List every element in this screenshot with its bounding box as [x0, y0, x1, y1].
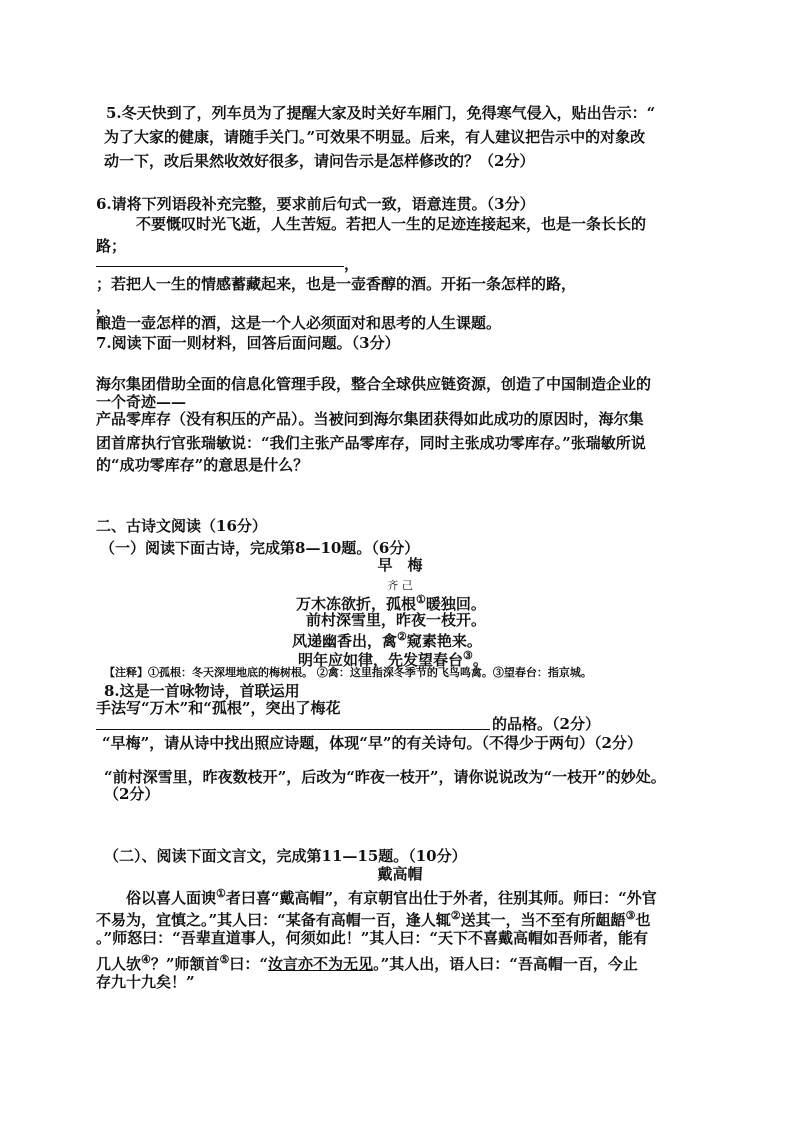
q7-line-5: 团首席执行官张瑞敏说：“我们主张产品零库存，同时主张成功零库存。”张瑞敏所说	[96, 434, 646, 452]
poem-line-3: 风递幽香出，禽②窥素艳来。	[292, 630, 482, 650]
part-2-instruction: （二）、阅读下面文言文，完成第11—15题。（10分）	[104, 847, 467, 865]
passage-line-1: 俗以喜人面谀①者曰喜“戴高帽”，有京朝官出仕于外者，往别其师。师曰：“外官	[126, 887, 657, 907]
passage-line-3: 。”师怒曰：“吾辈直道事人，何须如此！”其人曰：“天下不喜戴高帽如吾师者，能有	[96, 929, 649, 947]
q10-line-1: “前村深雪里，昨夜数枝开”，后改为“昨夜一枝开”，请你说说改为“一枝开”的妙处。	[104, 768, 666, 786]
q6-comma: ，	[344, 255, 360, 273]
q6-line-3: 路；	[96, 237, 127, 255]
passage-line-5: 存九十九矣！”	[96, 973, 195, 991]
q5-line-2: 为了大家的健康，请随手关门。”可效果不明显。后来，有人建议把告示中的对象改	[104, 128, 646, 146]
passage-title: 戴高帽	[377, 865, 423, 883]
q7-line-3: 一个奇迹——	[96, 393, 187, 411]
passage-line-2: 不易为，宜慎之。”其人曰：“某备有高帽一百，逢人辄②送其一，当不至有所龃龉③也	[96, 909, 651, 929]
q5-line-3: 动一下，改后果然收效好很多，请问告示是怎样修改的？（2分）	[104, 152, 535, 170]
underlined-sentence: 汝言亦不为无见	[268, 955, 374, 973]
part-1-instruction: （一）阅读下面古诗，完成第8—10题。（6分）	[100, 539, 420, 557]
poem-title: 早 梅	[377, 556, 423, 574]
q8-line-1: 8.这是一首咏物诗，首联运用	[104, 682, 300, 700]
poem-line-4: 明年应如律，先发望春台③。	[298, 649, 488, 669]
poem-author: 齐 己	[387, 579, 413, 592]
q6-line-2: 不要慨叹时光飞逝，人生苦短。若把人一生的足迹连接起来，也是一条长长的	[136, 215, 647, 233]
section-2-title: 二、古诗文阅读（16分）	[96, 517, 267, 535]
poem-line-1: 万木冻欲折，孤根①暖独回。	[296, 593, 486, 613]
q7-line-2: 海尔集团借助全面的信息化管理手段，整合全球供应链资源，创造了中国制造企业的	[96, 375, 652, 393]
q7-line-6: 的“成功零库存”的意思是什么？	[96, 456, 309, 474]
q8-line-2: 手法写“万木”和“孤根”，突出了梅花	[96, 699, 341, 717]
q7-line-1: 7.阅读下面一则材料，回答后面问题。（3分）	[96, 334, 400, 352]
q6-line-5: ，	[96, 297, 112, 315]
q6-line-1: 6.请将下列语段补充完整，要求前后句式一致，语意连贯。（3分）	[96, 195, 535, 213]
q6-line-6: 酿造一壶怎样的酒，这是一个人必须面对和思考的人生课题。	[96, 314, 502, 332]
q10-line-2: （2分）	[104, 785, 160, 803]
poem-annotation: 【注释】①孤根：冬天深埋地底的梅树根。 ②禽：这里指深冬季节的飞鸟鸣禽。③望春台：指京城。	[104, 666, 592, 679]
passage-line-4: 几人欤④？”师颔首⑤曰：“汝言亦不为无见。”其人出，语人曰：“吾高帽一百，今止	[96, 953, 638, 973]
q6-answer-blank-1[interactable]	[96, 266, 344, 267]
poem-line-2: 前村深雪里，昨夜一枝开。	[306, 611, 487, 629]
q7-line-4: 产品零库存（没有积压的产品）。当被问到海尔集团获得如此成功的原因时，海尔集	[96, 410, 644, 428]
q8-line-3: 的品格。（2分）	[492, 715, 600, 733]
q6-line-4: ；若把人一生的情感蓄藏起来，也是一壶香醇的酒。开拓一条怎样的路，	[96, 275, 577, 293]
q8-answer-blank[interactable]	[96, 729, 490, 730]
q9-line-1: “早梅”，请从诗中找出照应诗题，体现“早”的有关诗句。（不得少于两句）（2分）	[102, 734, 642, 752]
q5-line-1: 5.冬天快到了，列车员为了提醒大家及时关好车厢门，免得寒气侵入，贴出告示：“	[106, 104, 656, 122]
